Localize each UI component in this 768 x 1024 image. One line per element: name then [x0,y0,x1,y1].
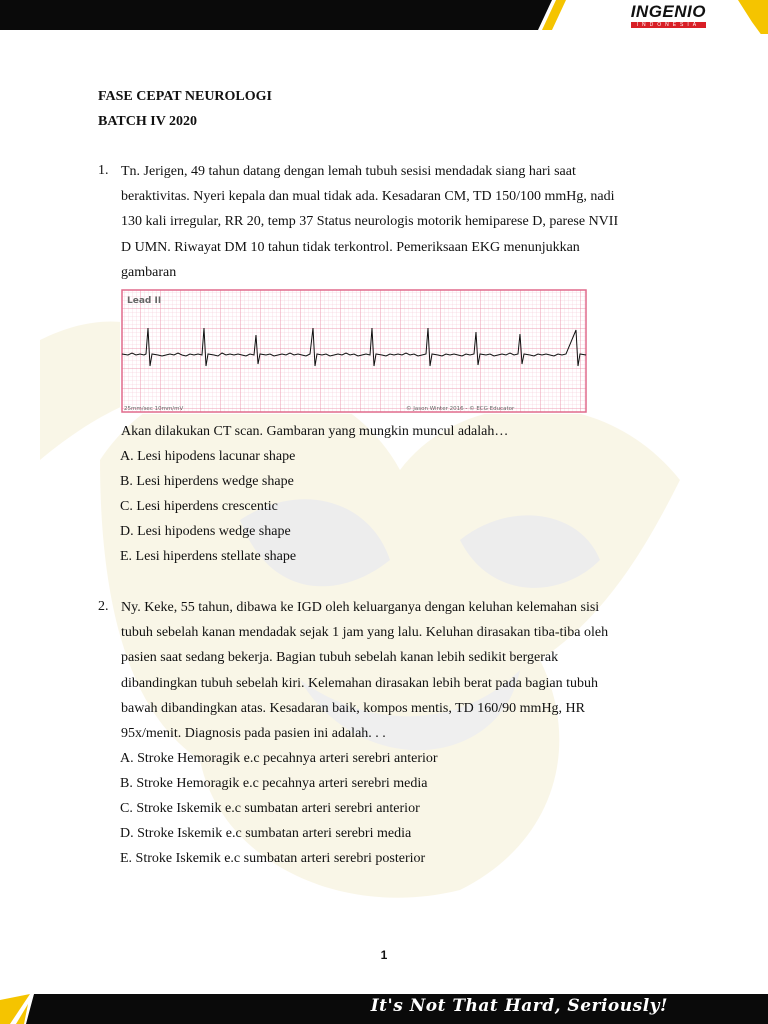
question-2-stem [121,595,675,746]
ecg-credit: © Jason Winter 2016 - © ECG Educator [406,406,515,412]
question-2-option-a: A. Stroke Hemoragik e.c pecahnya arteri serebri anterior [120,751,438,766]
question-1-stem-line: gambaran [121,264,177,280]
question-2-stem-line: tubuh sebelah kanan mendadak sejak 1 jam yang lalu. Keluhan dirasakan tiba-tiba oleh [121,625,609,641]
question-2-stem-line: bawah dibandingkan atas. Kesadaran baik, kompos mentis, TD 160/90 mmHg, HR [121,700,585,716]
footer-slogan: It's Not That Hard, Seriously! [370,996,668,1016]
question-2-option-b: B. Stroke Hemoragik e.c pecahnya arteri serebri media [120,776,428,791]
question-1-prompt: Akan dilakukan CT scan. Gambaran yang mungkin muncul adalah… [121,424,509,439]
brand-name: INGENIO [630,2,706,21]
question-2-option-c: C. Stroke Iskemik e.c sumbatan arteri serebri anterior [120,801,420,816]
document-batch: BATCH IV 2020 [98,114,198,129]
question-2-stem-line: Ny. Keke, 55 tahun, dibawa ke IGD oleh keluarganya dengan keluhan kelemahan sisi [121,600,600,615]
question-2-stem-line: pasien saat sedang bekerja. Bagian tubuh sebelah kanan lebih sedikit bergerak [121,650,559,666]
question-1-option-b: B. Lesi hiperdens wedge shape [120,474,294,489]
question-1-stem-line: D UMN. Riwayat DM 10 tahun tidak terkontrol. Pemeriksaan EKG menunjukkan [121,239,580,255]
question-2-stem-line: 95x/menit. Diagnosis pada pasien ini adalah. . . [121,726,386,742]
document-title: FASE CEPAT NEUROLOGI [98,89,272,104]
question-1-stem-line: 130 kali irregular, RR 20, temp 37 Status neurologis motorik hemiparese D, parese NVII [121,214,619,230]
question-1-option-a: A. Lesi hipodens lacunar shape [120,449,296,464]
page-number: 1 [380,948,388,962]
ecg-lead-label: Lead II [127,296,162,306]
question-2-option-e: E. Stroke Iskemik e.c sumbatan arteri serebri posterior [120,851,426,866]
question-2-number: 2. [98,599,109,614]
question-1-stem-line: Tn. Jerigen, 49 tahun datang dengan lemah tubuh sesisi mendadak siang hari saat [121,164,576,179]
question-1-number: 1. [98,163,109,178]
ecg-strip [120,288,588,414]
question-1-stem [121,159,675,285]
question-1-option-e: E. Lesi hiperdens stellate shape [120,549,297,564]
question-2-option-d: D. Stroke Iskemik e.c sumbatan arteri serebri media [120,826,412,841]
question-1-stem-line: beraktivitas. Nyeri kepala dan mual tidak ada. Kesadaran CM, TD 150/100 mmHg, nadi [121,189,615,205]
question-2-stem-line: dibandingkan tubuh sebelah kiri. Kelemahan dirasakan lebih berat pada bagian tubuh [121,675,599,691]
ecg-speed-label: 25mm/sec 10mm/mV [124,406,184,412]
question-1-option-c: C. Lesi hiperdens crescentic [120,499,278,514]
brand-subtitle: INDONESIA [631,22,706,28]
question-1-option-d: D. Lesi hipodens wedge shape [120,524,291,539]
